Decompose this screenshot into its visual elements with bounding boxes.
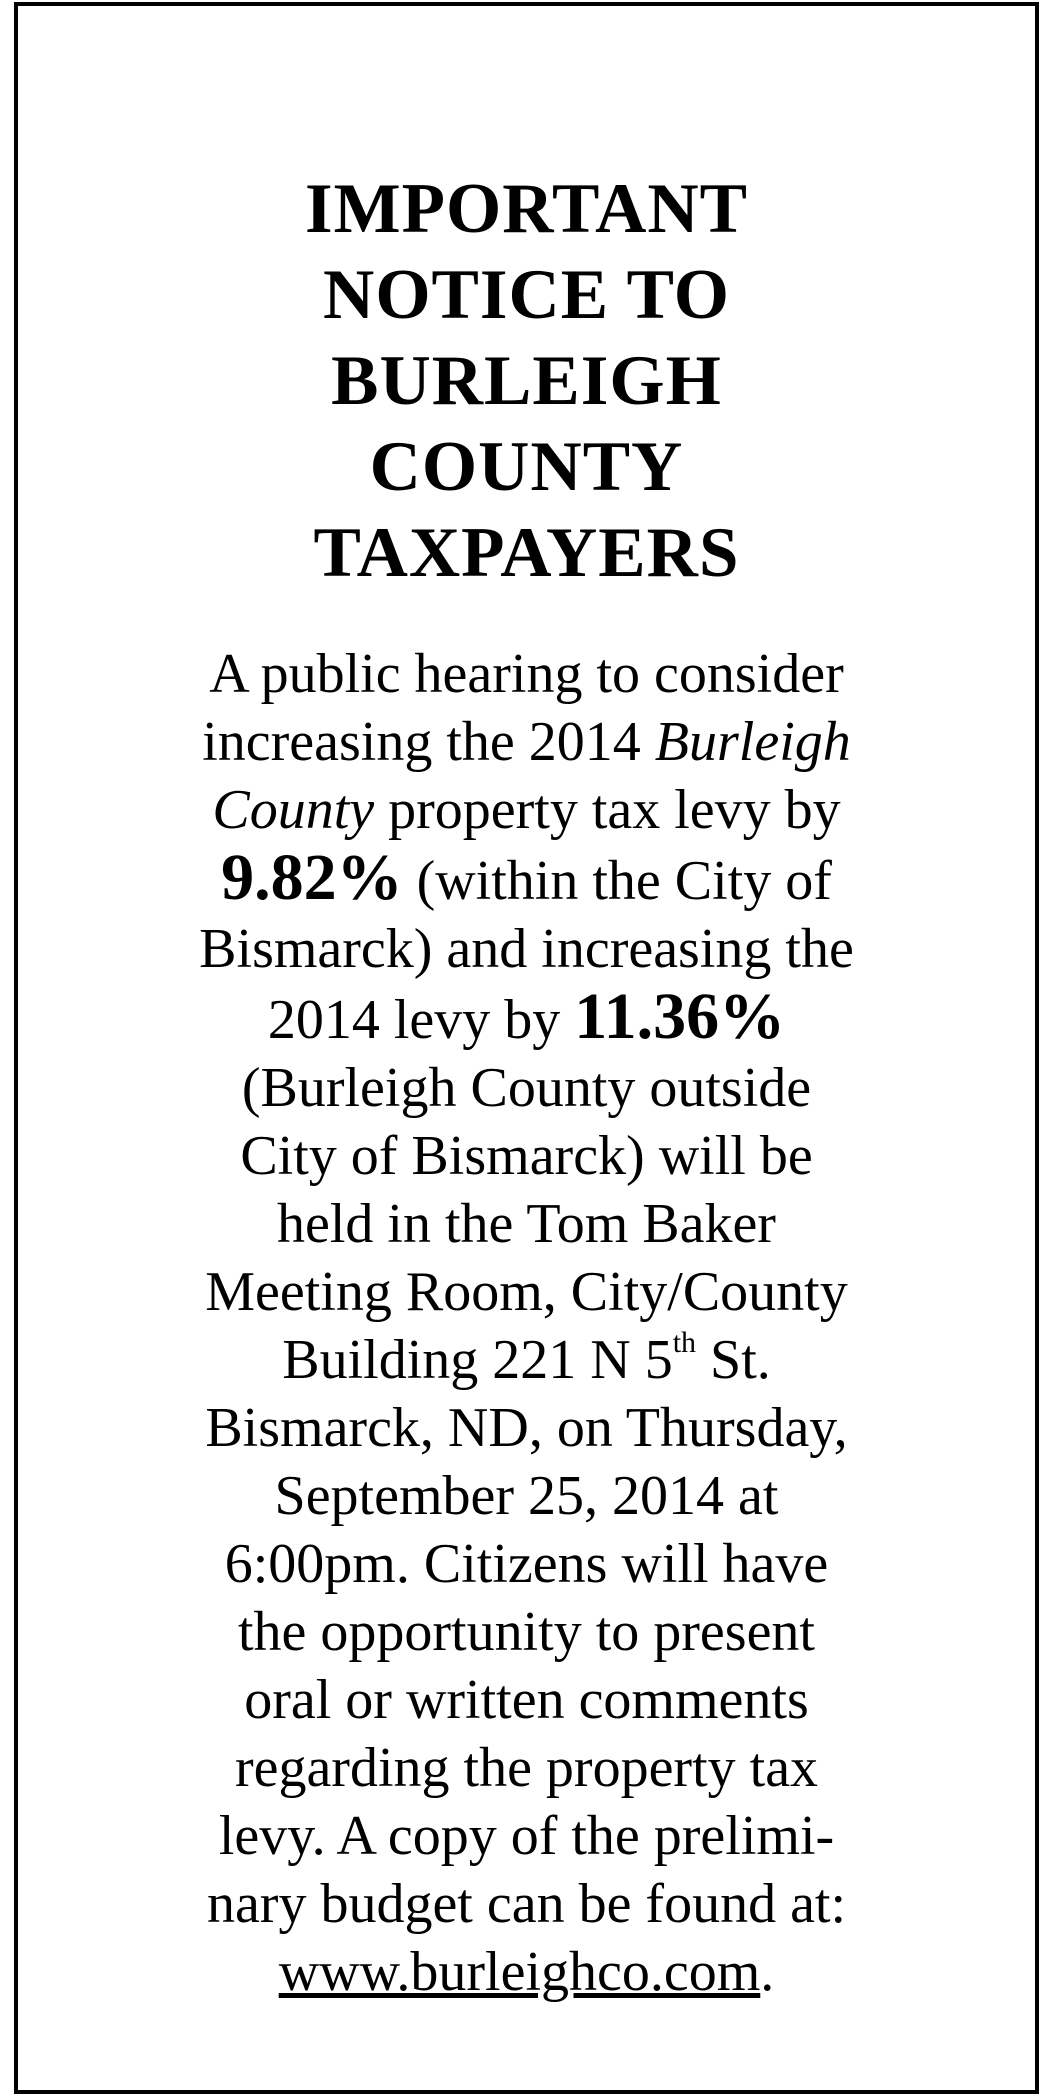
body-line (18, 776, 1035, 844)
body-line (18, 980, 1035, 1054)
body-line: (Burleigh County outside (241, 1057, 812, 1119)
city-increase-percent: 9.82% (221, 841, 403, 914)
body-text: property tax levy by (374, 779, 841, 841)
body-text: increasing the 2014 (202, 711, 655, 773)
notice-frame (14, 2, 1039, 2094)
body-text: (within the City of (402, 850, 832, 912)
body-text: . (760, 1941, 775, 2003)
body-line: City of Bismarck) will be (240, 1125, 813, 1187)
county-increase-percent: 11.36% (574, 980, 786, 1053)
body-italic-text: County (212, 779, 375, 841)
body-line: regarding the property tax (234, 1737, 819, 1799)
headline-line: IMPORTANT (304, 170, 748, 248)
body-line: Meeting Room, City/County (205, 1261, 848, 1323)
notice-content (18, 166, 1035, 2006)
body-line: oral or written comments (244, 1669, 809, 1731)
notice-headline (18, 166, 1035, 596)
body-text: St. (696, 1329, 771, 1391)
body-text: Building 221 N 5 (282, 1329, 673, 1391)
body-line: September 25, 2014 at (274, 1465, 779, 1527)
body-text: 2014 levy by (267, 989, 575, 1051)
headline-line: BURLEIGH (331, 342, 722, 420)
body-line (18, 1938, 1035, 2006)
headline-line: COUNTY (369, 428, 684, 506)
body-line: 6:00pm. Citizens will have (224, 1533, 829, 1595)
headline-line: NOTICE TO (323, 256, 730, 334)
body-line: Bismarck) and increasing the (199, 918, 854, 980)
body-line: the opportunity to present (237, 1601, 815, 1663)
notice-body (18, 640, 1035, 2006)
body-line (18, 841, 1035, 915)
body-line (18, 1326, 1035, 1394)
ordinal-suffix: th (672, 1326, 697, 1359)
body-line: A public hearing to consider (209, 643, 844, 705)
website-link[interactable]: www.burleighco.com (278, 1941, 761, 2003)
body-line (18, 708, 1035, 776)
body-line: held in the Tom Baker (277, 1193, 776, 1255)
body-italic-text: Burleigh (654, 711, 851, 773)
body-line: levy. A copy of the prelimi- (218, 1805, 835, 1867)
body-line: nary budget can be found at: (206, 1873, 847, 1935)
body-line: Bismarck, ND, on Thursday, (205, 1397, 848, 1459)
headline-line: TAXPAYERS (313, 514, 740, 592)
